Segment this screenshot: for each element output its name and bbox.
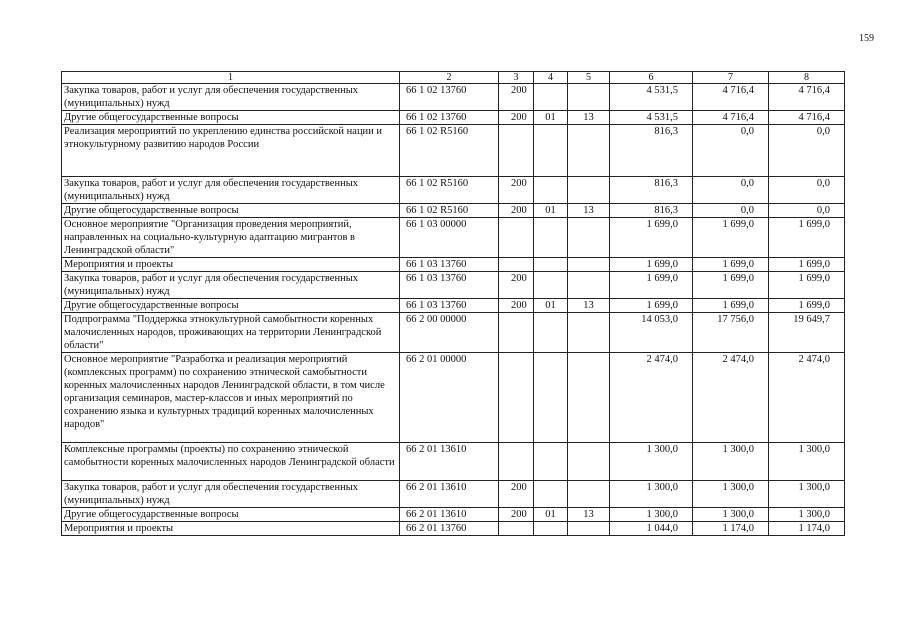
row-subsection-cell [568, 481, 610, 508]
row-subsection-cell [568, 272, 610, 299]
header-cell: 2 [400, 72, 499, 84]
table-row [62, 111, 845, 125]
table-row [62, 258, 845, 272]
row-amount-3-cell: 0,0 [769, 177, 845, 204]
row-amount-3-cell: 2 474,0 [769, 353, 845, 443]
row-expense-type-cell: 200 [499, 177, 534, 204]
row-subsection-cell [568, 522, 610, 536]
header-cell: 7 [693, 72, 769, 84]
row-amount-2-cell: 0,0 [693, 125, 769, 177]
row-code-cell: 66 2 01 00000 [400, 353, 499, 443]
row-amount-2-cell: 0,0 [693, 204, 769, 218]
row-amount-3-cell: 1 699,0 [769, 258, 845, 272]
header-cell: 5 [568, 72, 610, 84]
row-name-cell: Другие общегосударственные вопросы [62, 111, 400, 125]
row-subsection-cell: 13 [568, 508, 610, 522]
row-section-cell [534, 125, 568, 177]
row-subsection-cell [568, 443, 610, 481]
row-amount-3-cell: 4 716,4 [769, 84, 845, 111]
row-amount-1-cell: 1 699,0 [610, 258, 693, 272]
row-amount-3-cell: 1 300,0 [769, 443, 845, 481]
row-amount-1-cell: 1 699,0 [610, 218, 693, 258]
header-cell: 1 [62, 72, 400, 84]
row-subsection-cell [568, 353, 610, 443]
row-expense-type-cell [499, 125, 534, 177]
row-name-cell: Другие общегосударственные вопросы [62, 508, 400, 522]
row-subsection-cell [568, 84, 610, 111]
row-code-cell: 66 1 02 R5160 [400, 125, 499, 177]
row-amount-1-cell: 816,3 [610, 177, 693, 204]
row-subsection-cell: 13 [568, 111, 610, 125]
row-name-cell: Подпрограмма "Поддержка этнокультурной самобытности коренных малочисленных народов, проживающих на территории Ленинградской области" [62, 313, 400, 353]
row-expense-type-cell: 200 [499, 111, 534, 125]
row-section-cell [534, 481, 568, 508]
row-subsection-cell [568, 258, 610, 272]
row-amount-3-cell: 4 716,4 [769, 111, 845, 125]
row-amount-2-cell: 17 756,0 [693, 313, 769, 353]
row-section-cell: 01 [534, 508, 568, 522]
row-amount-1-cell: 4 531,5 [610, 111, 693, 125]
row-amount-2-cell: 0,0 [693, 177, 769, 204]
row-amount-2-cell: 1 699,0 [693, 272, 769, 299]
row-subsection-cell [568, 125, 610, 177]
table-row [62, 299, 845, 313]
row-expense-type-cell: 200 [499, 272, 534, 299]
row-section-cell [534, 353, 568, 443]
row-amount-3-cell: 0,0 [769, 204, 845, 218]
row-amount-3-cell: 1 174,0 [769, 522, 845, 536]
row-section-cell [534, 177, 568, 204]
row-amount-3-cell: 1 300,0 [769, 481, 845, 508]
row-amount-2-cell: 4 716,4 [693, 84, 769, 111]
row-section-cell: 01 [534, 204, 568, 218]
table-header-row [62, 72, 845, 84]
row-name-cell: Другие общегосударственные вопросы [62, 299, 400, 313]
row-amount-2-cell: 4 716,4 [693, 111, 769, 125]
row-amount-1-cell: 816,3 [610, 125, 693, 177]
row-expense-type-cell [499, 313, 534, 353]
row-name-cell: Основное мероприятие "Организация проведения мероприятий, направленных на социально-культурную адаптацию мигрантов в Ленинградской области" [62, 218, 400, 258]
row-expense-type-cell: 200 [499, 508, 534, 522]
row-amount-3-cell: 1 699,0 [769, 299, 845, 313]
row-subsection-cell: 13 [568, 299, 610, 313]
row-amount-1-cell: 1 300,0 [610, 508, 693, 522]
row-amount-1-cell: 1 300,0 [610, 481, 693, 508]
row-expense-type-cell [499, 258, 534, 272]
row-amount-3-cell: 19 649,7 [769, 313, 845, 353]
table-row [62, 313, 845, 353]
table-row [62, 218, 845, 258]
row-section-cell: 01 [534, 111, 568, 125]
row-name-cell: Реализация мероприятий по укреплению единства российской нации и этнокультурному развитию народов России [62, 125, 400, 177]
row-code-cell: 66 2 01 13610 [400, 481, 499, 508]
row-subsection-cell [568, 218, 610, 258]
row-expense-type-cell: 200 [499, 299, 534, 313]
row-amount-2-cell: 1 699,0 [693, 218, 769, 258]
table-row [62, 177, 845, 204]
row-expense-type-cell: 200 [499, 204, 534, 218]
row-section-cell [534, 258, 568, 272]
row-amount-1-cell: 1 699,0 [610, 272, 693, 299]
row-name-cell: Мероприятия и проекты [62, 258, 400, 272]
row-amount-2-cell: 2 474,0 [693, 353, 769, 443]
row-code-cell: 66 2 01 13610 [400, 508, 499, 522]
row-expense-type-cell [499, 218, 534, 258]
row-name-cell: Другие общегосударственные вопросы [62, 204, 400, 218]
row-amount-1-cell: 1 300,0 [610, 443, 693, 481]
row-amount-2-cell: 1 300,0 [693, 481, 769, 508]
row-code-cell: 66 1 02 13760 [400, 111, 499, 125]
table-row [62, 443, 845, 481]
row-amount-2-cell: 1 699,0 [693, 299, 769, 313]
row-amount-3-cell: 0,0 [769, 125, 845, 177]
row-amount-1-cell: 816,3 [610, 204, 693, 218]
row-name-cell: Закупка товаров, работ и услуг для обеспечения государственных (муниципальных) нужд [62, 481, 400, 508]
row-code-cell: 66 1 02 R5160 [400, 177, 499, 204]
row-amount-1-cell: 14 053,0 [610, 313, 693, 353]
row-section-cell [534, 272, 568, 299]
row-code-cell: 66 1 03 13760 [400, 299, 499, 313]
row-subsection-cell: 13 [568, 204, 610, 218]
header-cell: 6 [610, 72, 693, 84]
row-name-cell: Закупка товаров, работ и услуг для обеспечения государственных (муниципальных) нужд [62, 177, 400, 204]
row-amount-3-cell: 1 699,0 [769, 218, 845, 258]
row-code-cell: 66 1 02 13760 [400, 84, 499, 111]
row-amount-3-cell: 1 699,0 [769, 272, 845, 299]
row-code-cell: 66 2 01 13760 [400, 522, 499, 536]
row-name-cell: Закупка товаров, работ и услуг для обеспечения государственных (муниципальных) нужд [62, 84, 400, 111]
row-name-cell: Основное мероприятие "Разработка и реализация мероприятий (комплексных программ) по сохранению этнической самобытности коренных малочисленных народов Ленинградской области, в том числе организация семинаров, мастер-классов и иных мероприятий по сохранению языка и культурных традиций коренных малочисленных народов" [62, 353, 400, 443]
row-subsection-cell [568, 313, 610, 353]
row-code-cell: 66 2 00 00000 [400, 313, 499, 353]
row-amount-1-cell: 4 531,5 [610, 84, 693, 111]
table-row [62, 508, 845, 522]
table-row [62, 84, 845, 111]
header-cell: 4 [534, 72, 568, 84]
row-code-cell: 66 1 02 R5160 [400, 204, 499, 218]
table-row [62, 272, 845, 299]
row-expense-type-cell [499, 353, 534, 443]
row-amount-2-cell: 1 174,0 [693, 522, 769, 536]
row-code-cell: 66 1 03 13760 [400, 258, 499, 272]
table-row [62, 522, 845, 536]
row-code-cell: 66 1 03 00000 [400, 218, 499, 258]
row-amount-1-cell: 1 044,0 [610, 522, 693, 536]
row-amount-2-cell: 1 300,0 [693, 443, 769, 481]
row-expense-type-cell: 200 [499, 84, 534, 111]
row-section-cell: 01 [534, 299, 568, 313]
row-name-cell: Мероприятия и проекты [62, 522, 400, 536]
row-expense-type-cell [499, 522, 534, 536]
row-expense-type-cell: 200 [499, 481, 534, 508]
row-expense-type-cell [499, 443, 534, 481]
row-section-cell [534, 522, 568, 536]
row-amount-1-cell: 1 699,0 [610, 299, 693, 313]
page-number: 159 [859, 33, 874, 44]
row-section-cell [534, 443, 568, 481]
header-cell: 3 [499, 72, 534, 84]
row-section-cell [534, 218, 568, 258]
row-section-cell [534, 313, 568, 353]
row-amount-1-cell: 2 474,0 [610, 353, 693, 443]
row-amount-2-cell: 1 699,0 [693, 258, 769, 272]
row-code-cell: 66 2 01 13610 [400, 443, 499, 481]
header-cell: 8 [769, 72, 845, 84]
row-section-cell [534, 84, 568, 111]
row-subsection-cell [568, 177, 610, 204]
row-amount-2-cell: 1 300,0 [693, 508, 769, 522]
row-name-cell: Закупка товаров, работ и услуг для обеспечения государственных (муниципальных) нужд [62, 272, 400, 299]
table-row [62, 353, 845, 443]
budget-table [61, 71, 845, 536]
row-name-cell: Комплексные программы (проекты) по сохранению этнической самобытности коренных малочисленных народов Ленинградской области [62, 443, 400, 481]
row-code-cell: 66 1 03 13760 [400, 272, 499, 299]
row-amount-3-cell: 1 300,0 [769, 508, 845, 522]
table-row [62, 125, 845, 177]
table-row [62, 204, 845, 218]
table-row [62, 481, 845, 508]
